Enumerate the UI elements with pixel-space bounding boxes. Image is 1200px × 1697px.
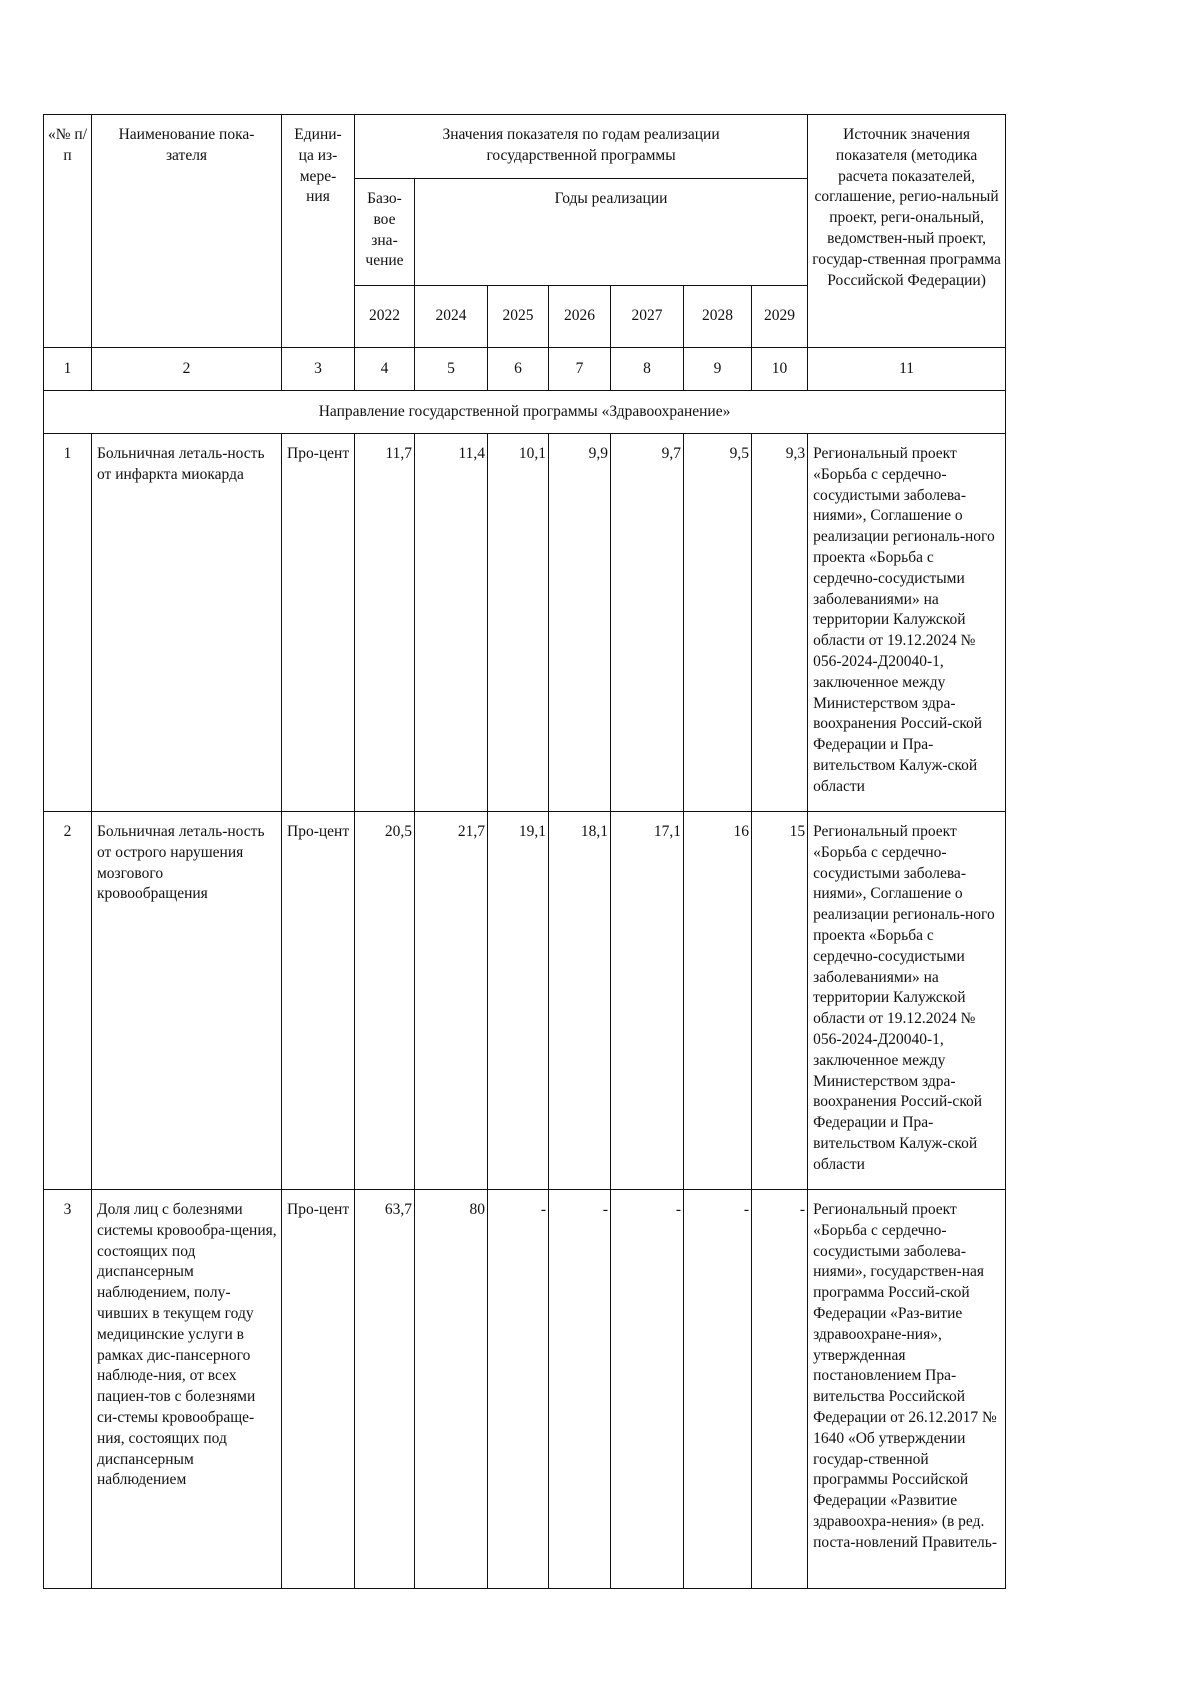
header-base-value: Базо-вое зна-чение — [355, 179, 415, 286]
column-number: 7 — [549, 348, 611, 391]
value-2029: - — [752, 1190, 808, 1589]
column-number: 2 — [92, 348, 282, 391]
row-number: 2 — [44, 812, 92, 1190]
column-number: 8 — [611, 348, 684, 391]
header-year: 2026 — [549, 286, 611, 348]
header-year: 2022 — [355, 286, 415, 348]
indicator-source: Региональный проект «Борьба с сердечно-сосудистыми заболева-ниями», Соглашение о реализации региональ-ного проекта «Борьба с сердечно-сосудистыми заболеваниями» на территории Калужской области от 19.12.2024 № 056-2024-Д20040-1, заключенное между Министерством здра-воохранения Россий-ской Федерации и Пра-вительством Калуж-ской области — [808, 434, 1006, 812]
value-2025: 19,1 — [488, 812, 549, 1190]
column-number: 9 — [684, 348, 752, 391]
value-2028: 9,5 — [684, 434, 752, 812]
section-title: Направление государственной программы «Здравоохранение» — [44, 391, 1006, 434]
value-2022: 20,5 — [355, 812, 415, 1190]
column-number: 3 — [282, 348, 355, 391]
header-col-num: «№ п/п — [44, 115, 92, 348]
header-year: 2025 — [488, 286, 549, 348]
value-2024: 80 — [415, 1190, 488, 1589]
value-2025: - — [488, 1190, 549, 1589]
value-2028: - — [684, 1190, 752, 1589]
header-years-group: Годы реализации — [415, 179, 808, 286]
table-row — [44, 434, 1006, 812]
indicator-name: Доля лиц с болезнями системы кровообра-щения, состоящих под диспансерным наблюдением, полу-чивших в текущем году медицинские услуги в рамках дис-пансерного наблюде-ния, от всех пациен-тов с болезнями си-стемы кровообраще-ния, состоящих под диспансерным наблюдением — [92, 1190, 282, 1589]
value-2028: 16 — [684, 812, 752, 1190]
column-number: 6 — [488, 348, 549, 391]
column-number: 11 — [808, 348, 1006, 391]
indicator-source: Региональный проект «Борьба с сердечно-сосудистыми заболева-ниями», государствен-ная программа Россий-ской Федерации «Раз-витие здравоохране-ния», утвержденная постановлением Пра-вительства Российской Федерации от 26.12.2017 № 1640 «Об утверждении государ-ственной программы Российской Федерации «Развитие здравоохра-нения» (в ред. поста-новлений Правитель- — [808, 1190, 1006, 1589]
column-number: 4 — [355, 348, 415, 391]
indicator-unit: Про-цент — [282, 434, 355, 812]
row-number: 3 — [44, 1190, 92, 1589]
value-2027: 9,7 — [611, 434, 684, 812]
header-year: 2028 — [684, 286, 752, 348]
value-2022: 63,7 — [355, 1190, 415, 1589]
table-row — [44, 812, 1006, 1190]
indicator-source: Региональный проект «Борьба с сердечно-сосудистыми заболева-ниями», Соглашение о реализации региональ-ного проекта «Борьба с сердечно-сосудистыми заболеваниями» на территории Калужской области от 19.12.2024 № 056-2024-Д20040-1, заключенное между Министерством здра-воохранения Россий-ской Федерации и Пра-вительством Калуж-ской области — [808, 812, 1006, 1190]
indicator-unit: Про-цент — [282, 812, 355, 1190]
value-2025: 10,1 — [488, 434, 549, 812]
value-2029: 15 — [752, 812, 808, 1190]
indicator-name: Больничная леталь-ность от инфаркта миокарда — [92, 434, 282, 812]
header-col-unit: Едини-ца из-мере-ния — [282, 115, 355, 348]
column-number: 1 — [44, 348, 92, 391]
header-col-name: Наименование пока-зателя — [92, 115, 282, 348]
column-number: 5 — [415, 348, 488, 391]
header-year: 2027 — [611, 286, 684, 348]
header-year: 2024 — [415, 286, 488, 348]
indicator-unit: Про-цент — [282, 1190, 355, 1589]
column-number: 10 — [752, 348, 808, 391]
value-2026: 18,1 — [549, 812, 611, 1190]
indicator-name: Больничная леталь-ность от острого нарушения мозгового кровообращения — [92, 812, 282, 1190]
value-2024: 11,4 — [415, 434, 488, 812]
indicators-table — [43, 114, 1006, 1589]
value-2027: 17,1 — [611, 812, 684, 1190]
value-2026: - — [549, 1190, 611, 1589]
header-year: 2029 — [752, 286, 808, 348]
value-2027: - — [611, 1190, 684, 1589]
row-number: 1 — [44, 434, 92, 812]
table-row — [44, 1190, 1006, 1589]
value-2024: 21,7 — [415, 812, 488, 1190]
header-source: Источник значения показателя (методика расчета показателей, соглашение, регио-нальный проект, реги-ональный, ведомствен-ный проект, государ-ственная программа Российской Федерации) — [808, 115, 1006, 348]
value-2022: 11,7 — [355, 434, 415, 812]
value-2026: 9,9 — [549, 434, 611, 812]
value-2029: 9,3 — [752, 434, 808, 812]
header-values-group: Значения показателя по годам реализации государственной программы — [355, 115, 808, 179]
